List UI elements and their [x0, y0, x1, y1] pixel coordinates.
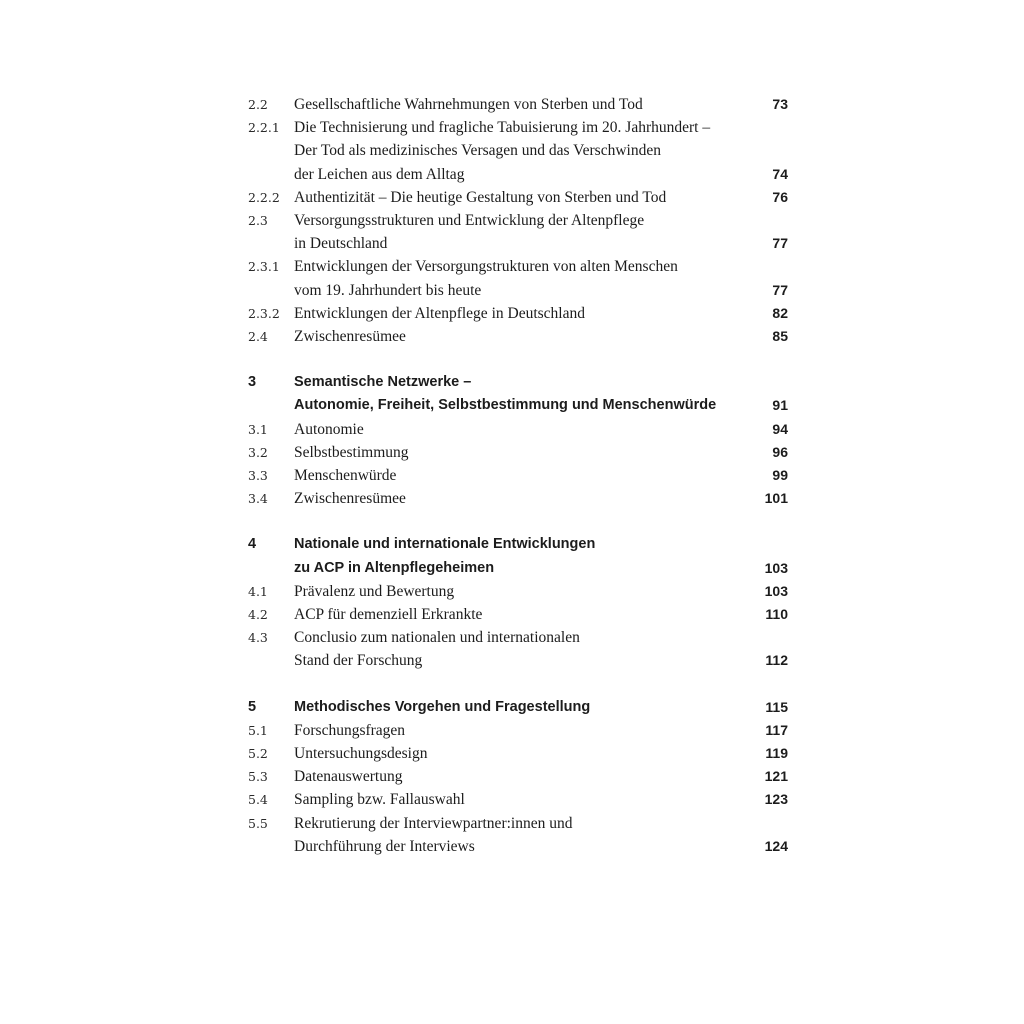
toc-entry-page-number: 103 [764, 582, 788, 599]
toc-entry-title-line: in Deutschland [294, 235, 388, 253]
toc-entry-number: 5.4 [248, 792, 268, 808]
toc-entry-number: 4.1 [248, 583, 268, 599]
toc-entry-title-line: Entwicklungen der Altenpflege in Deutschland [294, 304, 585, 322]
toc-entry-title-line: Autonomie, Freiheit, Selbstbestimmung und Menschenwürde [294, 397, 717, 414]
toc-entry-title-line: Die Technisierung und fragliche Tabuisierung im 20. Jahrhundert – [294, 119, 711, 137]
toc-entry-page-number: 74 [772, 165, 788, 182]
toc-section-entry [248, 487, 788, 510]
toc-entry-page-number: 82 [772, 304, 788, 321]
toc-entry-number: 5.1 [248, 722, 268, 738]
toc-section-entry [248, 812, 788, 858]
toc-entry-title [294, 325, 746, 348]
toc-entry-title-line: Prävalenz und Bewertung [294, 582, 455, 600]
toc-entry-title-line: Der Tod als medizinisches Versagen und das Verschwinden [294, 142, 661, 160]
toc-entry-title-line: vom 19. Jahrhundert bis heute [294, 281, 482, 299]
toc-entry-title-line: Rekrutierung der Interviewpartner:innen und [294, 814, 573, 832]
toc-entry-title-line: Autonomie [294, 420, 364, 438]
toc-entry-title [294, 742, 746, 765]
toc-entry-page-number: 101 [764, 490, 788, 507]
toc-entry-title-line: zu ACP in Altenpflegeheimen [294, 559, 495, 576]
toc-entry-title-line: ACP für demenziell Erkrankte [294, 606, 483, 624]
toc-entry-title-line: Nationale und internationale Entwicklungen [294, 536, 596, 553]
toc-entry-title [294, 186, 746, 209]
toc-entry-title [294, 255, 746, 301]
toc-entry-number: 2.3.1 [248, 259, 280, 275]
toc-entry-title [294, 464, 746, 487]
toc-entry-number: 2.2.2 [248, 189, 280, 205]
toc-entry-page-number: 103 [764, 559, 788, 576]
toc-chapter-entry [248, 533, 788, 579]
toc-section-entry [248, 580, 788, 603]
toc-entry-number: 3.4 [248, 491, 268, 507]
toc-chapter-entry [248, 371, 788, 417]
toc-entry-page-number: 99 [772, 467, 788, 484]
toc-section-entry [248, 325, 788, 348]
toc-entry-page-number: 123 [764, 791, 788, 808]
toc-entry-title [294, 418, 746, 441]
toc-section-entry [248, 603, 788, 626]
toc-section-entry [248, 719, 788, 742]
toc-section-entry [248, 186, 788, 209]
toc-section-entry [248, 116, 788, 186]
toc-entry-number: 5.2 [248, 746, 268, 762]
toc-entry-page-number: 76 [772, 188, 788, 205]
toc-entry-page-number: 85 [772, 328, 788, 345]
toc-entry-title [294, 580, 746, 603]
toc-section-entry [248, 464, 788, 487]
toc-entry-number: 4 [248, 536, 257, 553]
toc-chapter-entry [248, 696, 788, 719]
table-of-contents [248, 93, 788, 858]
toc-entry-number: 4.2 [248, 607, 268, 623]
toc-entry-number: 2.2.1 [248, 120, 280, 136]
toc-entry-number: 4.3 [248, 630, 268, 646]
toc-entry-page-number: 110 [765, 606, 788, 623]
toc-section-entry [248, 255, 788, 301]
toc-entry-title-line: Zwischenresümee [294, 328, 406, 346]
toc-section-entry [248, 93, 788, 116]
toc-section-entry [248, 742, 788, 765]
toc-entry-page-number: 117 [765, 721, 788, 738]
toc-entry-title-line: Datenauswertung [294, 768, 403, 786]
toc-entry-title [294, 441, 746, 464]
toc-entry-number: 2.2 [248, 97, 268, 112]
toc-entry-number: 2.4 [248, 329, 268, 345]
toc-entry-title [294, 788, 746, 811]
toc-section-entry [248, 626, 788, 672]
toc-entry-title [294, 719, 746, 742]
toc-entry-number: 5 [248, 698, 257, 715]
toc-entry-title [294, 812, 746, 858]
toc-entry-number: 2.3.2 [248, 305, 280, 321]
toc-entry-title-line: Conclusio zum nationalen und internationalen [294, 629, 580, 647]
toc-entry-page-number: 112 [765, 652, 788, 669]
toc-entry-title-line: Versorgungsstrukturen und Entwicklung der Altenpflege [294, 212, 645, 230]
toc-entry-number: 5.5 [248, 815, 268, 831]
toc-entry-title-line: Entwicklungen der Versorgungstrukturen von alten Menschen [294, 258, 678, 276]
toc-entry-title [294, 765, 746, 788]
toc-entry-number: 2.3 [248, 213, 268, 229]
toc-entry-title [294, 603, 746, 626]
toc-section-entry [248, 209, 788, 255]
toc-entry-title-line: der Leichen aus dem Alltag [294, 165, 465, 183]
toc-entry-title-line: Zwischenresümee [294, 490, 406, 508]
toc-section-entry [248, 788, 788, 811]
toc-entry-title [294, 626, 746, 672]
toc-entry-page-number: 96 [772, 443, 788, 460]
toc-entry-number: 3 [248, 374, 257, 391]
toc-entry-page-number: 121 [764, 768, 788, 785]
toc-entry-title [294, 696, 746, 719]
toc-entry-number: 3.1 [248, 421, 268, 437]
toc-entry-title-line: Sampling bzw. Fallauswahl [294, 791, 465, 809]
toc-entry-title [294, 302, 746, 325]
toc-entry-page-number: 94 [772, 420, 788, 437]
toc-entry-number: 5.3 [248, 769, 268, 785]
toc-entry-page-number: 77 [772, 281, 788, 298]
toc-entry-title [294, 93, 746, 116]
toc-entry-title [294, 209, 746, 255]
toc-entry-title-line: Semantische Netzwerke – [294, 374, 472, 391]
toc-entry-title [294, 487, 746, 510]
toc-section-entry [248, 302, 788, 325]
toc-entry-page-number: 77 [772, 235, 788, 252]
toc-entry-title [294, 371, 746, 417]
toc-entry-title-line: Methodisches Vorgehen und Fragestellung [294, 698, 591, 715]
toc-entry-title-line: Stand der Forschung [294, 652, 423, 670]
toc-entry-page-number: 119 [765, 745, 788, 762]
toc-entry-title-line: Durchführung der Interviews [294, 837, 475, 855]
toc-section-entry [248, 765, 788, 788]
toc-entry-page-number: 73 [772, 96, 788, 112]
toc-entry-title-line: Authentizität – Die heutige Gestaltung von Sterben und Tod [294, 188, 667, 206]
toc-entry-title-line: Selbstbestimmung [294, 443, 409, 461]
toc-entry-title-line: Untersuchungsdesign [294, 745, 428, 763]
toc-entry-page-number: 124 [764, 837, 788, 854]
toc-entry-title-line: Gesellschaftliche Wahrnehmungen von Sterben und Tod [294, 96, 643, 113]
toc-entry-number: 3.3 [248, 468, 268, 484]
toc-entry-title [294, 533, 746, 579]
toc-entry-number: 3.2 [248, 444, 268, 460]
toc-entry-title-line: Forschungsfragen [294, 721, 406, 739]
toc-entry-page-number: 91 [772, 397, 788, 414]
toc-entry-title [294, 116, 746, 186]
toc-entry-title-line: Menschenwürde [294, 467, 397, 485]
toc-entry-page-number: 115 [765, 698, 788, 715]
toc-section-entry [248, 418, 788, 441]
toc-section-entry [248, 441, 788, 464]
